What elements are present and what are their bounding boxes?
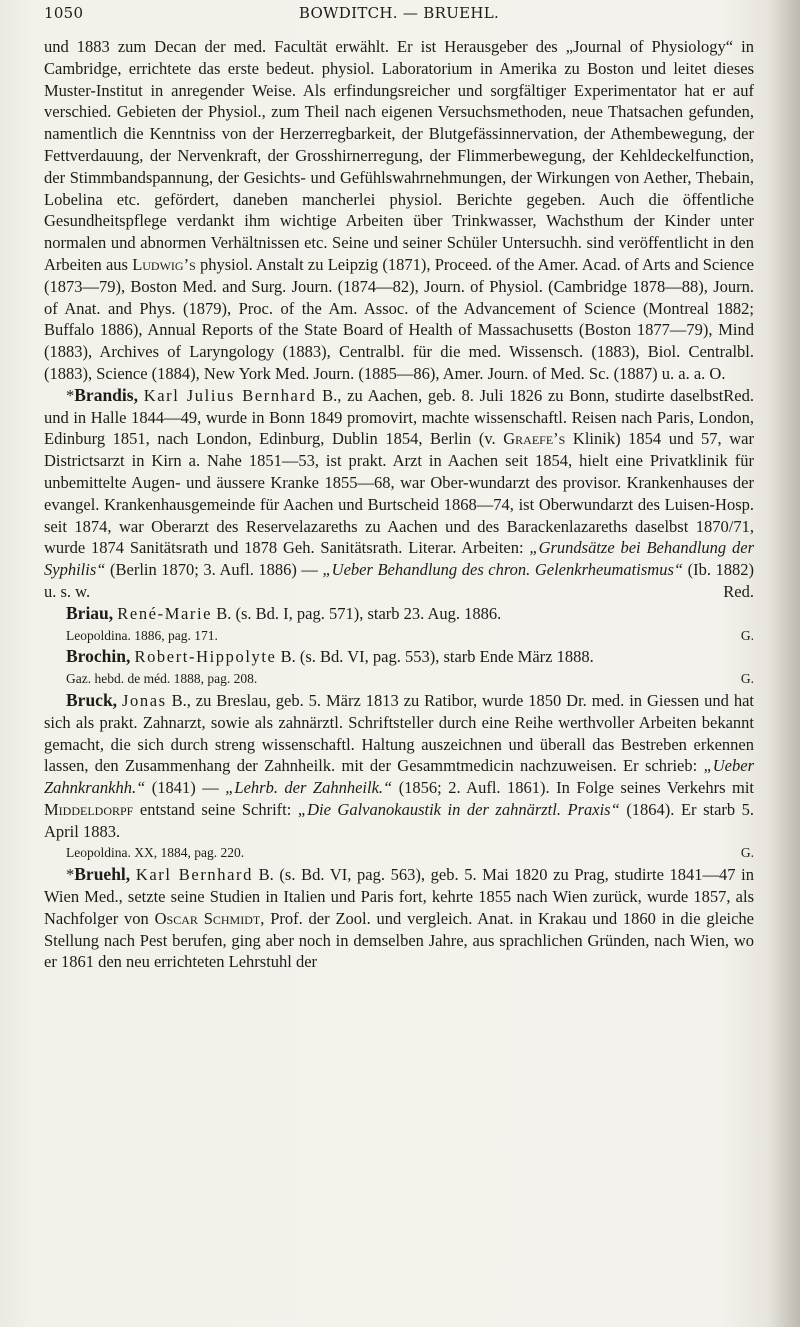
work-title: „Ueber Zahnkrankhh.“ — [44, 756, 754, 798]
paragraph-text: B. (s. Bd. I, pag. 571), starb 23. Aug. 1886. — [216, 603, 502, 623]
work-title: „Ueber Behandlung des chron. Gelenkrheumatismus“ — [322, 560, 684, 580]
entry-author: Red. — [723, 385, 754, 405]
entry-brandis — [44, 385, 754, 603]
entry-given-names: Karl Julius Bernhard — [143, 385, 317, 405]
entry-briau — [44, 603, 754, 625]
body-text — [44, 36, 754, 973]
entry-given-names: Karl Bernhard — [135, 865, 253, 885]
paragraph-text: B., zu Aachen, geb. 8. Juli 1826 zu Bonn, studirte daselbst und in Halle 1844—49, wurde in Bonn 1849 promovirt, machte wissenschaftl. Reisen nach Paris, London, Edinburg 1851, nach London, Edinburg, Dublin 1854, Berlin (v. — [44, 385, 754, 449]
entry-given-names: René-Marie — [117, 603, 213, 623]
work-title: „Die Galvanokaustik in der zahnärztl. Praxis“ — [297, 799, 620, 819]
revised-marker: * — [66, 865, 75, 885]
paragraph-text: Prof. der Zool. und vergleich. Anat. in Krakau und 1860 in die gleiche Stellung nach Pest berufen, ging aber noch in demselben Jahre, aus sprachlichen Gründen, nach Wien, wo er 1861 den neu errichteten Lehrstuhl der — [44, 908, 755, 972]
entry-author: G. — [740, 627, 754, 643]
source-citation: Leopoldina. 1886, pag. 171. — [66, 627, 218, 643]
source-citation: Leopoldina. XX, 1884, pag. 220. — [66, 845, 245, 861]
paragraph-text: Klinik) 1854 und 57, war Districtsarzt in Kirn a. Nahe 1851—53, ist prakt. Arzt in Aachen seit 1854, hielt eine Privatklinik für unbemittelte Augen- und äussere Kranke 1855—68, war Ober-wundarzt des provisor. Krankenhauses der evangel. Krankenhausgemeinde für Aachen und Burtscheid 1868—74, ist Oberwundarzt des Luisen-Hosp. seit 1874, war Oberarzt des Reservelazareths zu Aachen und des Barackenlazareths daselbst 1870/71, wurde 1874 Sanitätsrath und 1878 Geh. Sanitätsrath. Literar. Arbeiten: — [44, 429, 754, 558]
entry-given-names: Jonas — [122, 690, 167, 710]
paragraph-text: (1841) — — [151, 778, 219, 798]
paragraph-text: (Ib. 1882) u. s. w. — [44, 560, 755, 601]
cited-name: Middeldorpf — [44, 799, 134, 819]
entry-source — [44, 625, 754, 647]
work-title: „Lehrb. der Zahnheilk.“ — [225, 778, 393, 798]
entry-surname: Brochin, — [66, 646, 131, 667]
revised-marker: * — [66, 385, 75, 405]
entry-brochin — [44, 646, 754, 668]
cited-name: Oscar Schmidt, — [154, 908, 265, 928]
paragraph-text: und 1883 zum Decan der med. Facultät erwählt. Er ist Herausgeber des „Journal of Physiology“ in Cambridge, errichtete das erste bedeut. physiol. Laboratorium in Amerika zu Boston und leitet dieses Muster-Institut in anregender Weise. Als erfindungsreicher und sorgfältiger Experimentator hat er auf verschied. Gebieten der Physiol., zum Theil nach eigenen Versuchsmethoden, neue Thatsachen gefunden, namentlich die Kenntniss von der Herzerregbarkeit, der Blutgefässinnervation, der Athembewegung, der Fettverdauung, der Nervenkraft, der Grosshirnerregung, der Flimmerbewegung, der Kehldeckelfunction, der Stimmbandspannung, der Gesichts- und Gefühlswahrnehmungen, der Wirkungen von Aether, Thebain, Lobelina etc. gefördert, daneben mancherlei physiol. Berichte gegeben. Auch die öffentliche Gesundheitspflege verdankt ihm wichtige Arbeiten über Trinkwasser, Wachsthum der Kinder unter normalen und abnormen Verhältnissen etc. Seine und seiner Schüler Untersuchh. sind veröffentlicht in den Arbeiten aus — [44, 37, 754, 274]
work-title: „Grundsätze bei Behandlung der Syphilis“ — [44, 538, 754, 580]
cited-name: Graefe’s — [503, 429, 566, 449]
running-title: BOWDITCH. — BRUEHL. — [298, 4, 500, 22]
entry-surname: Brandis, — [74, 384, 138, 405]
paragraph-text: B., zu Breslau, geb. 5. März 1813 zu Ratibor, wurde 1850 Dr. med. in Giessen und hat sich als prakt. Zahnarzt, sowie als zahnärztl. Schriftsteller durch eine Reihe werthvoller Arbeiten bekannt gemacht, die sich durch streng wissenschaftl. Haltung auszeichnen und überall das Bestreben erkennen lassen, den Zusammenhang der Zahnheilk. mit der Gesammtmedicin nachzuweisen. Er schrieb: — [44, 690, 754, 776]
source-citation: Gaz. hebd. de méd. 1888, pag. 208. — [66, 671, 258, 687]
paragraph-text: (1864). Er starb 5. April 1883. — [44, 799, 755, 841]
paragraph-text: (Berlin 1870; 3. Aufl. 1886) — — [110, 560, 318, 580]
cited-name: Ludwig’s — [132, 254, 196, 274]
entry-bruck — [44, 690, 754, 843]
entry-author: G. — [740, 671, 754, 687]
entry-source — [44, 668, 754, 690]
entry-source — [44, 842, 754, 864]
page-number: 1050 — [44, 4, 84, 22]
paragraph-text: physiol. Anstalt zu Leipzig (1871), Proceed. of the Amer. Acad. of Arts and Science (1873—79), Boston Med. and Surg. Journ. (1874—82), Journ. of Physiol. (Cambridge 1878—88), Journ. of Anat. and Phys. (1879), Proc. of the Am. Assoc. of the Advancement of Science (Montreal 1882; Buffalo 1886), Annual Reports of the State Board of Health of Massachusetts (Boston 1877—79), Mind (1883), Archives of Laryngology (1883), Centralbl. für die med. Wissensch. (1883), Biol. Centralbl. (1883), Science (1884), New York Med. Journ. (1885—86), Amer. Journ. of Med. Sc. (1887) u. a. a. O. — [44, 254, 754, 383]
entry-given-names: Robert-Hippolyte — [134, 647, 277, 667]
entry-surname: Bruehl, — [74, 864, 131, 885]
running-header — [44, 4, 754, 26]
entry-bruehl — [44, 864, 754, 973]
entry-author: Red. — [723, 581, 754, 601]
paragraph-text: entstand seine Schrift: — [139, 799, 292, 819]
entry-author: G. — [740, 845, 754, 861]
paragraph-text: B. (s. Bd. VI, pag. 553), starb Ende März 1888. — [280, 647, 594, 667]
paragraph-text: (1856; 2. Aufl. 1861). In Folge seines Verkehrs mit — [398, 778, 755, 798]
entry-surname: Briau, — [66, 602, 114, 623]
entry-surname: Bruck, — [66, 689, 118, 710]
paragraph-text: B. (s. Bd. VI, pag. 563), geb. 5. Mai 1820 zu Prag, studirte 1841—47 in Wien Med., setzte seine Studien in Italien und Paris fort, kehrte 1855 nach Wien zurück, wurde 1857, als Nachfolger von — [44, 865, 755, 928]
